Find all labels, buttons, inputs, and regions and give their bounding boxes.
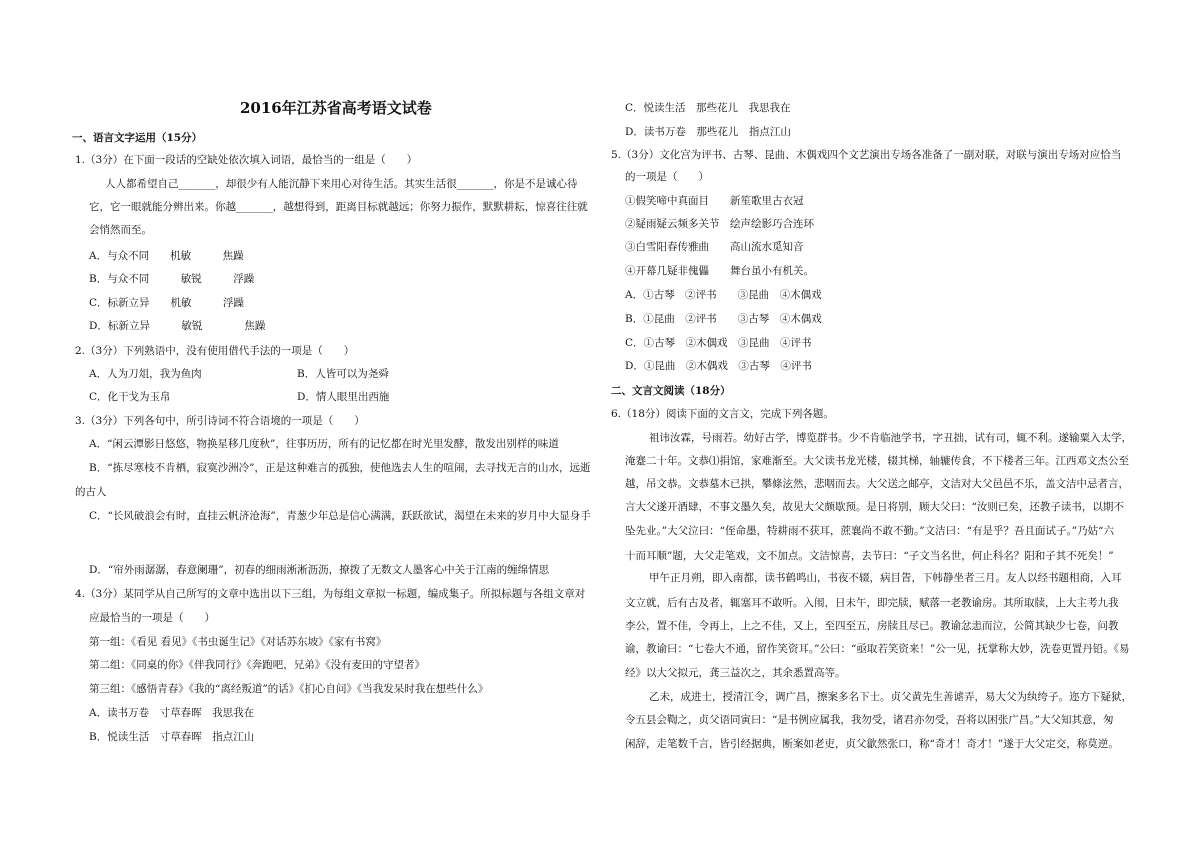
right-line-13: 二、文言文阅读（18分） [611, 385, 731, 397]
right-line-8: ④开幕几疑非傀儡 舞台虽小有机关。 [625, 265, 814, 277]
left-line-6: A．与众不同 机敏 焦躁 [89, 250, 244, 262]
right-line-15: 祖讳汝霖，号雨若。幼好古学，博览群书。少不肯临池学书，字丑拙，试有司，辄不利。遂输粟入太学， [649, 432, 1132, 444]
right-line-24: 谕，教谕曰：“七卷大不通，留作笑资耳。”公曰：“亟取若笑资来！”公一见，抚掌称大妙，洗卷更置丹铅。《易 [625, 643, 1130, 655]
left-line-21: 4.（3分）某同学从自己所写的文章中选出以下三组，为每组文章拟一标题，编成集子。所拟标题与各组文章对 [75, 588, 586, 600]
left-line-14: D．情人眼里出西施 [297, 391, 390, 403]
left-line-16: A．“闲云潭影日悠悠，物换星移几度秋”，往事历历，所有的记忆都在时光里发酵，散发出别样的味道 [89, 438, 559, 450]
right-line-17: 越，吊文恭。文恭墓木已拱，攀條泫然，悲咽而去。大父送之邮亭，文洁对大父邑邑不乐，盖文洁中忌者言， [625, 478, 1129, 490]
right-line-2: D．读书万卷 那些花儿 指点江山 [625, 126, 791, 138]
left-line-12: B．人皆可以为尧舜 [297, 368, 389, 380]
right-line-22: 文立就，后有古及者，辄塞耳不敢听。入闱，日未午，即完牍，赋落一老教谕房。其所取牍，上大主考九我 [625, 597, 1119, 609]
right-line-16: 淹蹇二十年。文恭⑴捐馆，家难渐至。大父读书龙光楼，辍其梯，轴辘传食，不下楼者三年。江西邓文杰公至 [625, 455, 1129, 467]
right-line-12: D．①昆曲 ②木偶戏 ③古琴 ④评书 [625, 360, 812, 372]
right-line-9: A．①古琴 ②评书 ③昆曲 ④木偶戏 [625, 289, 822, 301]
right-line-5: ①假笑啼中真面目 新笙歌里古衣冠 [625, 195, 804, 207]
right-line-11: C．①古琴 ②木偶戏 ③昆曲 ④评书 [625, 337, 812, 349]
right-line-3: 5.（3分）文化宫为评书、古琴、昆曲、木偶戏四个文艺演出专场各准备了一副对联，对联与演出专场对应恰当 [611, 149, 1122, 161]
right-line-28: 闲辞，走笔数千言，皆引经据典，断案如老吏，贞父歙然张口，称“奇才！奇才！”遂于大父定交，称莫逆。 [625, 738, 1119, 750]
left-line-8: C．标新立异 机敏 浮躁 [89, 297, 245, 309]
left-line-15: 3.（3分）下列各句中，所引诗词不符合语境的一项是（ ） [75, 415, 365, 427]
left-line-20: D．“帘外雨潺潺，春意阑珊”，初春的细雨淅淅沥沥，撩拨了无数文人墨客心中关于江南的缠绵情思 [89, 564, 550, 576]
left-line-3: 人人都希望自己_______，却很少有人能沉静下来用心对待生活。其实生活很_______，你是不是诚心待 [105, 178, 578, 190]
left-line-11: A．人为刀俎，我为鱼肉 [89, 368, 202, 380]
right-line-1: C．悦读生活 那些花儿 我思我在 [625, 102, 791, 114]
left-line-7: B．与众不同 敏锐 浮躁 [89, 273, 255, 285]
right-line-6: ②疑雨疑云频多关节 绘声绘影巧合连环 [625, 218, 814, 230]
right-line-23: 李公，置不佳，令再上，上之不佳，又上，至四至五，房牍且尽已。教谕忿恚而泣，公简其缺少七卷，问教 [625, 620, 1119, 632]
left-line-13: C．化干戈为玉帛 [89, 391, 171, 403]
right-line-19: 坠先业。”大父泣曰：“侄命墨，特耕雨不获耳，蔗襄尚不敢不勤。”文洁曰：“有是乎？吾且面试子。”乃姑“六 [625, 525, 1114, 537]
right-line-7: ③白雪阳春传雅曲 高山流水觅知音 [625, 241, 804, 253]
left-line-10: 2.（3分）下列熟语中，没有使用借代手法的一项是（ ） [75, 345, 355, 357]
right-line-10: B．①昆曲 ②评书 ③古琴 ④木偶戏 [625, 313, 822, 325]
left-line-23: 第一组：《看见 看见》《书虫诞生记》《对话苏东坡》《家有书窝》 [89, 636, 387, 648]
left-line-18: 的古人 [75, 486, 107, 498]
left-line-2: 1.（3分）在下面一段话的空缺处依次填入词语，最恰当的一组是（ ） [75, 154, 418, 166]
left-line-22: 应最恰当的一项是（ ） [89, 612, 215, 624]
right-line-4: 的一项是（ ） [625, 171, 709, 183]
right-line-20: 十而耳顺”题，大父走笔戏，文不加点。文洁惊喜，去节曰：“子文当名世，何止科名？阳和子其不死矣！” [625, 550, 1114, 562]
right-line-27: 令五县会鞫之，贞父语同寅曰：“是书例应属我，我勿受，诸君亦勿受，吾将以困张广昌。”大父知其意，匆 [625, 714, 1114, 726]
right-line-14: 6.（18分）阅读下面的文言文，完成下列各题。 [611, 408, 834, 420]
left-line-25: 第三组：《感悟青春》《我的“离经叛道”的话》《扪心自问》《当我发呆时我在想些什么》 [89, 683, 489, 695]
left-line-1: 一、语言文字运用（15分） [72, 132, 203, 144]
left-line-17: B．“拣尽寒枝不肯栖，寂寞沙洲冷”，正是这种难言的孤独，使他选去人生的喧闹，去寻找无言的山水，远逝 [89, 462, 591, 474]
page-title: 2016年江苏省高考语文试卷 [240, 99, 432, 117]
right-line-18: 言大父遂开酒肆，不事文墨久矣，故见大父颇歇预。是日将别，顾大父曰：“汝则已矣，还教子读书，以期不 [625, 501, 1124, 513]
left-line-26: A．读书万卷 寸草春晖 我思我在 [89, 707, 255, 719]
right-line-21: 甲午正月朔，即入南都，读书鹤鸣山，书夜不辍，病目眚，下帏静坐者三月。友人以经书题相商，入耳 [649, 572, 1122, 584]
right-line-25: 经》以大父拟元，龚三益次之，其余悉置高等。 [625, 667, 846, 679]
left-line-19: C．“长风破浪会有时，直挂云帆济沧海”，青葱少年总是信心满满，跃跃欲试，渴望在未来的岁月中大显身手 [89, 510, 591, 522]
left-line-4: 它，它一眼就能分辨出来。你越_______，越想得到，距离目标就越远；你努力振作，默默耕耘，惊喜往往就 [89, 201, 588, 213]
left-line-27: B．悦读生活 寸草春晖 指点江山 [89, 731, 255, 743]
right-line-26: 乙未，成进士，授清江令，调广昌，擦案多名下士。贞父黄先生善谑弄，易大父为纨绔子。迩方下疑狱， [649, 691, 1132, 703]
left-line-24: 第二组：《同桌的你》《伴我同行》《奔跑吧，兄弟》《没有麦田的守望者》 [89, 659, 425, 671]
left-line-9: D．标新立异 敏锐 焦躁 [89, 320, 266, 332]
left-line-5: 会悄然而至。 [89, 224, 152, 236]
